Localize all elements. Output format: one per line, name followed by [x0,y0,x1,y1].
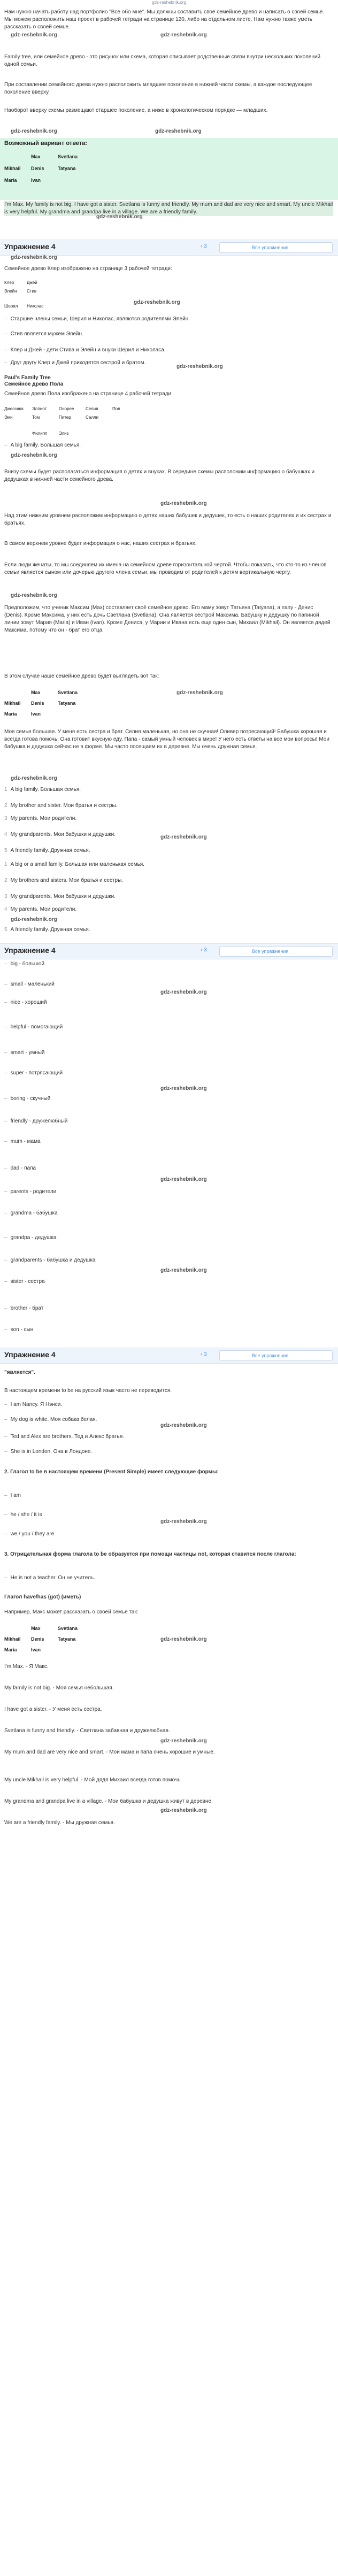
list-item-text: A friendly family. Дружная семья. [10,927,90,933]
all-exercises-label: Все упражнения [252,245,289,250]
list-item: – son - сын [4,1327,34,1333]
exercise-header [0,943,338,959]
list-item-text: My dog is white. Моя собака белая. [10,1417,97,1422]
exercise-title: Упражнение 4 [4,1350,56,1359]
list-item-text: son - сын [10,1327,34,1333]
tree-name: Джей [27,280,37,285]
list-item-text: helpful - помогающий [10,1024,63,1030]
watermark: gdz-reshebnik.org [160,1267,207,1273]
list-item: 4 My grandparents. Мои бабушки и дедушки. [4,832,116,837]
watermark: gdz-reshebnik.org [11,593,57,598]
answer-variant-box [0,138,338,200]
tree-name: Svetlana [58,690,78,695]
watermark: gdz-reshebnik.org [160,501,207,506]
list-item-text: he / she / it is [10,1512,42,1518]
list-item: – grandma - бабушка [4,1210,58,1216]
list-item-text: we / you / they are [10,1531,55,1537]
list-item: – Старшие члены семьи, Шерил и Николас, являются родителями Элейн. [4,316,190,322]
tree-name: Maria [4,711,17,717]
tree-name: Maria [4,1647,17,1652]
tree-name: Элейн [4,289,17,294]
list-item: – dad - папа [4,1165,36,1171]
watermark: gdz-reshebnik.org [160,1519,207,1525]
watermark: gdz-reshebnik.org [11,128,57,134]
list-item: 1 A big or a small family. Большая или маленькая семья. [4,862,144,867]
list-item-text: friendly - дружелюбный [10,1118,68,1124]
ex4b-paragraph-6: Предположим, что ученик Максим (Max) составляет своё семейное древо. Его маму зовут Татьяна (Tatyana), а папу - Денис (Denis). Кроме Максима, у них есть дочь Светлана (Svetlana). Она является сестрой Максима. Бабушку и дедушку по папиной линии зовут Мария (Maria) и Иван (Ivan). Кроме Дениса, у Марии и Ивана есть еще один сын, Михаил (Mikhail). Он является дядей Максима, потому что он - брат его отца. [4,605,331,633]
sentence: I have got a sister. - У меня есть сестра. [4,1706,102,1712]
tree-name: Селия [86,406,98,411]
watermark: gdz-reshebnik.org [176,690,223,696]
list-item-text: smart - умный [10,1050,45,1056]
list-item-text: A big family. Большая семья. [10,442,81,448]
watermark: gdz-reshebnik.org [160,834,207,840]
tree-name: Tatyana [58,166,76,171]
tree-name: Пол [112,406,120,411]
chevron-left-icon[interactable]: ‹ [201,1351,203,1357]
list-item: – nice - хороший [4,999,47,1005]
watermark: gdz-reshebnik.org [134,299,180,305]
tree-name: Mikhail [4,701,21,706]
list-item-text: Ted and Alex are brothers. Тед и Алекс братья. [10,1434,124,1440]
tree-name: Maria [4,178,17,183]
list-item: – I am Nancy. Я Нэнси. [4,1402,63,1408]
tree-name: Стив [27,289,37,294]
list-item-text: My brothers and sisters. Мои братья и сестры. [10,878,124,883]
list-item: – super - потрясающий [4,1070,63,1076]
list-item-text: My brother and sister. Мои братья и сестры. [10,803,118,809]
watermark: gdz-reshebnik.org [160,1176,207,1182]
list-item: – smart - умный [4,1050,45,1056]
all-exercises-button[interactable] [219,1350,333,1361]
tree-name: Ivan [31,1647,41,1652]
tree-name: Max [31,154,41,159]
list-item-text: brother - брат [10,1305,44,1311]
tree-name: Джессика [4,406,24,411]
all-exercises-button[interactable] [219,242,333,253]
list-item-text: sister - сестра [10,1279,45,1285]
exercise-title: Упражнение 4 [4,242,56,251]
list-item-text: grandparents - бабушка и дедушка [10,1257,96,1263]
list-item-text: I am [10,1493,21,1498]
watermark: gdz-reshebnik.org [11,917,57,922]
tree-name: Tatyana [58,1636,76,1642]
tree-name: Mikhail [4,1636,21,1642]
list-item: – Стив является мужем Элейн. [4,331,83,337]
sentence: My grandma and grandpa live in a village. - Мои бабушка и дедушка живут в деревне. [4,1798,213,1804]
ex4b-paragraph-2: Внизу схемы будет располагаться информация о детях и внуках. В середине схемы расположим информацию о бабушках и дедушках в нижней части семейного древа. [4,469,315,482]
list-item: – brother - брат [4,1305,44,1311]
list-item: 4 My parents. Мои родители. [4,906,77,912]
list-item: – helpful - помогающий [4,1024,63,1030]
ex4d-rule-3: 3. Отрицательная форма глагола to be образуется при помощи частицы not, которая ставится после глагола: [4,1551,296,1557]
watermark: gdz-reshebnik.org [11,775,57,781]
tree-name: Эми [4,415,13,420]
list-item: 2 My brothers and sisters. Мои братья и сестры. [4,878,124,883]
list-item: – A big family. Большая семья. [4,442,81,448]
sentence: My uncle Mikhail is very helpful. - Мой дядя Михаил всегда готов помочь. [4,1777,182,1783]
tree-name: Питер [59,415,71,420]
chevron-left-icon[interactable]: ‹ [201,243,203,249]
tree-name: Svetlana [58,154,78,159]
list-item: – My dog is white. Моя собака белая. [4,1417,97,1422]
ex4b-paragraph-8: Моя семья большая. У меня есть сестра и брат. Селия маленькая, но она не скучная! Оливер потрясающий! Бабушка хорошая и всегда готова помочь. Она готовит вкусную еду. Папа - самый умный человек в мире! У него есть ответы на все мои вопросы! Мои бабушка и дедушка сейчас не в форме. Мы часто посещаем их в деревне. Мы очень дружная семья. [4,729,329,750]
exercise-number[interactable] [201,947,207,953]
list-item-text: She is in London. Она в Лондоне. [10,1449,93,1455]
list-item-text: super - потрясающий [10,1070,63,1076]
exercise-number-label: 3 [204,947,207,953]
ex4b-paragraph-1: Семейное древо Пола изображено на странице 4 рабочей тетради: [4,391,173,397]
list-item: – grandparents - бабушка и дедушка [4,1257,96,1263]
tree-name: Салли [86,415,99,420]
list-item-text: Старшие члены семьи, Шерил и Николас, являются родителями Элейн. [10,316,190,322]
tree-name: Ivan [31,178,41,183]
list-item-text: grandpa - дедушка [10,1235,57,1241]
all-exercises-label: Все упражнения [252,1353,289,1358]
list-item: – big - большой [4,961,45,967]
list-item: 3 My grandparents. Мои бабушки и дедушки. [4,894,116,899]
list-item: – he / she / it is [4,1512,42,1518]
sentence: We are a friendly family. - Мы дружная семья. [4,1820,115,1826]
tree-name: Элиз [59,431,69,436]
list-item: – He is not a teacher. Он не учитель. [4,1575,95,1581]
list-item: – She is in London. Она в Лондоне. [4,1449,93,1455]
watermark: gdz-reshebnik.org [155,128,202,134]
ex4d-rule-4: Глагол have/has (got) (иметь) [4,1594,81,1600]
sentence: I'm Max. - Я Макс. [4,1664,49,1670]
all-exercises-label: Все упражнения [252,949,289,954]
list-item-text: Клер и Джей - дети Стива и Элейн и внуки Шерил и Николаса. [10,347,166,353]
list-item: 1 A big family. Большая семья. [4,787,81,793]
watermark: gdz-reshebnik.org [96,214,143,220]
intro-paragraph-3: При составлении семейного древа нужно расположить младшее поколение в нижней части схемы, а каждое последующее поколение вверху. [4,82,312,95]
ex4b-heading-2: Семейное древо Пола [4,381,64,387]
chevron-left-icon[interactable]: ‹ [201,947,203,953]
list-item-text: boring - скучный [10,1096,51,1102]
tree-name: Tatyana [58,701,76,706]
watermark: gdz-reshebnik.org [160,989,207,995]
list-item-text: My parents. Мои родители. [10,816,77,821]
list-item: 3 My parents. Мои родители. [4,816,77,821]
list-item-text: big - большой [10,961,45,967]
tree-name: Denis [31,1636,44,1642]
tree-name: Шерил [4,304,18,309]
list-item: – boring - скучный [4,1096,51,1102]
tree-name: Том [32,415,40,420]
exercise-header [0,240,338,256]
list-item-text: small - маленький [10,981,55,987]
site-header[interactable]: gdz-reshebnik.org [151,0,187,5]
watermark: gdz-reshebnik.org [160,1738,207,1744]
list-item-text: Стив является мужем Элейн. [10,331,83,337]
watermark: gdz-reshebnik.org [176,364,223,370]
ex4d-paragraph-0: "является". [4,1370,35,1375]
list-item-text: parents - родители [10,1189,57,1195]
ex4d-rule-5: Например, Макс может рассказать о своей семье так: [4,1609,139,1615]
watermark: gdz-reshebnik.org [160,1808,207,1813]
tree-name: Svetlana [58,1626,78,1631]
list-item: – small - маленький [4,981,55,987]
exercise-number-label: 3 [204,1351,207,1357]
tree-name: Эллиот [32,406,47,411]
ex4b-paragraph-7: В этом случае наше семейное древо будет выглядеть вот так: [4,673,159,679]
tree-name: Denis [31,166,44,171]
list-item-text: My grandparents. Мои бабушки и дедушки. [10,832,116,837]
tree-name: Mikhail [4,166,21,171]
list-item-text: He is not a teacher. Он не учитель. [10,1575,95,1581]
sentence: Svetlana is funny and friendly. - Светлана забавная и дружелюбная. [4,1728,170,1734]
ex4b-heading-1: Paul's Family Tree [4,375,51,381]
list-item: 2 My brother and sister. Мои братья и сестры. [4,803,118,809]
list-item-text: dad - папа [10,1165,36,1171]
list-item-text: My parents. Мои родители. [10,906,77,912]
watermark: gdz-reshebnik.org [11,452,57,458]
list-item: – Ted and Alex are brothers. Тед и Алекс братья. [4,1434,124,1440]
intro-paragraph-1: Нам нужно начать работу над портфолио "Все обо мне". Мы должны составить своё семейное древо и написать о своей семье. Мы можем расположить наш проект в рабочей тетради на странице 120, либо на отдельном листе. Нам нужно также уметь рассказать о своей семье. [4,9,325,30]
exercise-number-label: 3 [204,243,207,249]
watermark: gdz-reshebnik.org [160,1636,207,1642]
ex4a-paragraph: Семейное древо Клер изображено на странице 3 рабочей тетради: [4,266,172,272]
list-item: – we / you / they are [4,1531,55,1537]
list-item: – parents - родители [4,1189,57,1195]
list-item-text: grandma - бабушка [10,1210,58,1216]
list-item-text: Друг другу Клер и Джей приходятся сестрой и братом. [10,360,146,366]
exercise-number[interactable] [201,243,207,249]
intro-paragraph-4: Наоборот вверху схемы размещают старшее поколение, а ниже в хронологическом порядке — младших. [4,107,268,113]
ex4d-rule-2: 2. Глагол to be в настоящем времени (Present Simple) имеет следующие формы: [4,1469,219,1475]
list-item-text: nice - хороший [10,999,47,1005]
list-item-text: My grandparents. Мои бабушки и дедушки. [10,894,116,899]
list-item: – I am [4,1493,21,1498]
variant-text: I'm Max. My family is not big. I have got a sister. Svetlana is funny and friendly. My mum and dad are very nice and smart. My uncle Mikhail is very helpful. My grandma and grandpa live in a village. We are a friendly family. [4,202,333,215]
list-item: 5 A friendly family. Дружная семья. [4,848,90,853]
watermark: gdz-reshebnik.org [160,32,207,38]
variant-title: Возможный вариант ответа: [4,140,87,147]
tree-name: Николас [27,304,44,309]
list-item: – mum - мама [4,1139,41,1144]
ex4b-paragraph-4: В самом верхнем уровне будет информация о нас, наших сестрах и братьях. [4,541,197,547]
watermark: gdz-reshebnik.org [160,1422,207,1428]
all-exercises-button[interactable] [219,946,333,957]
intro-paragraph-2: Family tree, или семейное древо - это рисунок или схема, которая описывает родственные связи внутри нескольких поколений одной семьи. [4,54,321,67]
list-item-text: A friendly family. Дружная семья. [10,848,90,853]
exercise-title: Упражнение 4 [4,946,56,955]
sentence: My mum and dad are very nice and smart. - Мои мама и папа очень хорошие и умные. [4,1749,215,1755]
tree-name: Клер [4,280,14,285]
list-item: – Клер и Джей - дети Стива и Элейн и внуки Шерил и Николаса. [4,347,166,353]
exercise-number[interactable] [201,1351,207,1357]
tree-name: Max [31,1626,41,1631]
ex4d-paragraph-1: В настоящем времени to be на русский язык часто не переводится. [4,1388,172,1394]
list-item: 5 A friendly family. Дружная семья. [4,927,90,933]
exercise-header [0,1348,338,1364]
watermark: gdz-reshebnik.org [160,1086,207,1091]
tree-name: Denis [31,701,44,706]
tree-name: Max [31,690,41,695]
watermark: gdz-reshebnik.org [11,255,57,260]
list-item-text: I am Nancy. Я Нэнси. [10,1402,63,1408]
list-item: – Друг другу Клер и Джей приходятся сестрой и братом. [4,360,146,366]
sentence: My family is not big. - Моя семья небольшая. [4,1685,114,1691]
ex4b-paragraph-3: Над этим нижним уровнем расположим информацию о детях наших бабушек и дедушек, то есть о наших родителях и их сестрах и братьях. [4,513,332,526]
tree-name: Онорее [59,406,74,411]
tree-name: Ivan [31,711,41,717]
list-item-text: A big family. Большая семья. [10,787,81,793]
list-item-text: mum - мама [10,1139,41,1144]
ex4b-paragraph-5: Если люди женаты, то мы соединяем их имена на семейном древе горизонтальной чертой. Чтобы показать, что кто-то из членов семьи является сыном или дочерью другого члена семьи, мы проводим от родителей к детям вертикальную черту. [4,562,327,575]
list-item-text: A big or a small family. Большая или маленькая семья. [10,862,144,867]
tree-name: Филипп [32,431,48,436]
list-item: – sister - сестра [4,1279,45,1285]
watermark: gdz-reshebnik.org [11,32,57,38]
list-item: – grandpa - дедушка [4,1235,57,1241]
list-item: – friendly - дружелюбный [4,1118,68,1124]
